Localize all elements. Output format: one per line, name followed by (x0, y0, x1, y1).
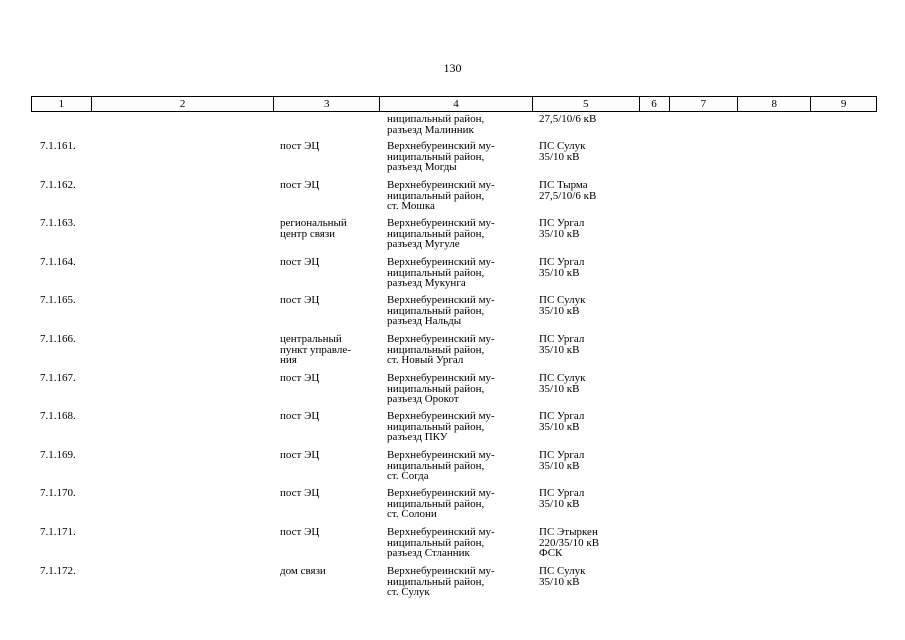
facility-type-cell-line: пост ЭЦ (280, 179, 320, 191)
facility-type-cell (280, 141, 319, 152)
location-cell-line: Верхнебуреинский му- (387, 140, 495, 152)
substation-cell-line: ПС Ургал (539, 410, 585, 422)
substation-cell-line: 35/10 кВ (539, 304, 580, 317)
header-col-6: 6 (640, 97, 670, 111)
substation-cell-line: 35/10 кВ (539, 575, 580, 588)
location-cell-line: Верхнебуреинский му- (387, 565, 495, 577)
substation-cell (539, 566, 585, 587)
header-col-9: 9 (840, 98, 847, 110)
facility-type-cell (280, 373, 319, 384)
substation-cell (539, 295, 585, 316)
facility-type-cell (280, 450, 319, 461)
location-cell-line: ниципальный район, (387, 150, 485, 163)
location-cell-line: Верхнебуреинский му- (387, 449, 495, 461)
substation-cell-line: ПС Сулук (539, 565, 586, 577)
header-col-1: 1 (32, 97, 92, 111)
location-cell-line: Верхнебуреинский му- (387, 294, 495, 306)
facility-type-cell-line: дом связи (280, 565, 326, 577)
row-number: 7.1.167. (40, 372, 76, 384)
location-cell (387, 373, 495, 405)
substation-cell (539, 488, 584, 509)
row-number: 7.1.164. (40, 256, 76, 268)
substation-cell-line: ПС Этыркен (539, 526, 598, 538)
location-cell-line: ниципальный район, (387, 459, 485, 472)
facility-type-cell-line: пост ЭЦ (280, 449, 320, 461)
facility-type-cell (280, 566, 326, 577)
row-number: 7.1.169. (40, 449, 76, 461)
substation-cell-line: 35/10 кВ (539, 420, 580, 433)
location-cell-line: разъезд Мугуле (387, 238, 460, 250)
location-cell-line: Верхнебуреинский му- (387, 410, 495, 422)
location-cell-line: Верхнебуреинский му- (387, 179, 495, 191)
location-cell-line: ст. Сулук (387, 586, 430, 598)
header-col-8: 8 (738, 97, 811, 111)
row-number: 7.1.171. (40, 526, 76, 538)
row-number: 7.1.162. (40, 179, 76, 191)
location-cell (387, 257, 495, 289)
row-number: 7.1.170. (40, 487, 76, 499)
location-cell-line: Верхнебуреинский му- (387, 217, 495, 229)
location-cell-line: ниципальный район, (387, 497, 485, 510)
substation-cell-line: 35/10 кВ (539, 382, 580, 395)
location-cell-line: ниципальный район, (387, 536, 485, 549)
facility-type-cell-line: центр связи (280, 227, 336, 240)
facility-type-cell (280, 295, 319, 306)
facility-type-cell-line: пост ЭЦ (280, 372, 320, 384)
substation-cell-line: 220/35/10 кВ (539, 536, 600, 549)
facility-type-cell (280, 411, 319, 422)
substation-cell-line: 35/10 кВ (539, 497, 580, 510)
row-number: 7.1.166. (40, 333, 76, 345)
row-number: 7.1.165. (40, 294, 76, 306)
substation-cell-line: ПС Ургал (539, 217, 585, 229)
location-cell-line: ниципальный район, (387, 343, 485, 356)
location-cell-line: разъезд ПКУ (387, 431, 448, 443)
page-number: 130 (443, 61, 462, 75)
location-cell (387, 450, 495, 482)
location-cell (387, 114, 484, 135)
facility-type-cell (280, 334, 351, 366)
substation-cell (539, 527, 599, 559)
row-number: 7.1.172. (40, 565, 76, 577)
location-cell-line: ст. Новый Ургал (387, 354, 464, 366)
location-cell-line: Верхнебуреинский му- (387, 333, 495, 345)
header-col-4: 4 (380, 97, 533, 111)
substation-cell-line: 35/10 кВ (539, 227, 580, 240)
location-cell-line: разъезд Мукунга (387, 277, 466, 289)
substation-cell (539, 411, 584, 432)
location-cell-line: Верхнебуреинский му- (387, 256, 495, 268)
substation-cell-line: ПС Ургал (539, 333, 585, 345)
substation-cell-line: ПС Ургал (539, 256, 585, 268)
facility-type-cell-line: центральный (280, 333, 342, 345)
facility-type-cell-line: пост ЭЦ (280, 526, 320, 538)
header-col-3: 3 (274, 97, 380, 111)
location-cell-line: ниципальный район, (387, 575, 485, 588)
substation-cell-line: ПС Сулук (539, 294, 586, 306)
location-cell-line: ст. Согда (387, 470, 429, 482)
table-header (31, 96, 877, 112)
facility-type-cell-line: пост ЭЦ (280, 487, 320, 499)
location-cell-line: разъезд Нальды (387, 315, 462, 327)
location-cell-line: ст. Мошка (387, 200, 435, 212)
substation-cell-line: 35/10 кВ (539, 459, 580, 472)
substation-cell-line: ПС Сулук (539, 372, 586, 384)
substation-cell (539, 334, 584, 355)
facility-type-cell (280, 257, 319, 268)
header-col-7: 7 (670, 97, 739, 111)
facility-type-cell (280, 218, 347, 239)
facility-type-cell-line: ния (280, 354, 297, 366)
location-cell-line: разъезд Орокот (387, 393, 459, 405)
substation-cell (539, 373, 585, 394)
facility-type-cell-line: пост ЭЦ (280, 140, 320, 152)
substation-cell-line: 27,5/10/6 кВ (539, 189, 597, 202)
location-cell-line: ниципальный район, (387, 304, 485, 317)
row-number: 7.1.161. (40, 140, 76, 152)
location-cell (387, 411, 495, 443)
location-cell (387, 295, 495, 327)
location-cell-line: ниципальный район, (387, 189, 485, 202)
facility-type-cell-line: пункт управле- (280, 343, 351, 356)
substation-cell (539, 114, 596, 125)
location-cell-line: ниципальный район, (387, 382, 485, 395)
location-cell-line: ниципальный район, (387, 113, 485, 125)
substation-cell (539, 218, 584, 239)
location-cell-line: разъезд Стланник (387, 547, 470, 559)
substation-cell (539, 180, 596, 201)
location-cell (387, 488, 495, 520)
location-cell (387, 527, 495, 559)
substation-cell (539, 141, 585, 162)
substation-cell (539, 257, 584, 278)
facility-type-cell-line: пост ЭЦ (280, 256, 320, 268)
facility-type-cell (280, 180, 319, 191)
facility-type-cell-line: региональный (280, 217, 347, 229)
location-cell-line: ст. Солони (387, 508, 437, 520)
row-number: 7.1.163. (40, 217, 76, 229)
location-cell (387, 334, 495, 366)
location-cell-line: Верхнебуреинский му- (387, 372, 495, 384)
location-cell-line: разъезд Могды (387, 161, 457, 173)
location-cell (387, 566, 495, 598)
substation-cell-line: ПС Сулук (539, 140, 586, 152)
row-number: 7.1.168. (40, 410, 76, 422)
substation-cell-line: ПС Тырма (539, 179, 588, 191)
location-cell (387, 141, 495, 173)
substation-cell-line: 35/10 кВ (539, 150, 580, 163)
substation-cell-line: 27,5/10/6 кВ (539, 113, 597, 125)
facility-type-cell (280, 488, 319, 499)
location-cell-line: ниципальный район, (387, 266, 485, 279)
substation-cell-line: ФСК (539, 547, 563, 559)
facility-type-cell-line: пост ЭЦ (280, 294, 320, 306)
substation-cell (539, 450, 584, 471)
facility-type-cell-line: пост ЭЦ (280, 410, 320, 422)
substation-cell-line: 35/10 кВ (539, 343, 580, 356)
header-col-5: 5 (533, 97, 640, 111)
location-cell-line: Верхнебуреинский му- (387, 526, 495, 538)
location-cell (387, 180, 495, 212)
header-col-2: 2 (92, 97, 275, 111)
location-cell-line: разъезд Малинник (387, 123, 474, 136)
location-cell-line: ниципальный район, (387, 420, 485, 433)
location-cell (387, 218, 495, 250)
location-cell-line: Верхнебуреинский му- (387, 487, 495, 499)
substation-cell-line: 35/10 кВ (539, 266, 580, 279)
location-cell-line: ниципальный район, (387, 227, 485, 240)
substation-cell-line: ПС Ургал (539, 487, 585, 499)
facility-type-cell (280, 527, 319, 538)
substation-cell-line: ПС Ургал (539, 449, 585, 461)
